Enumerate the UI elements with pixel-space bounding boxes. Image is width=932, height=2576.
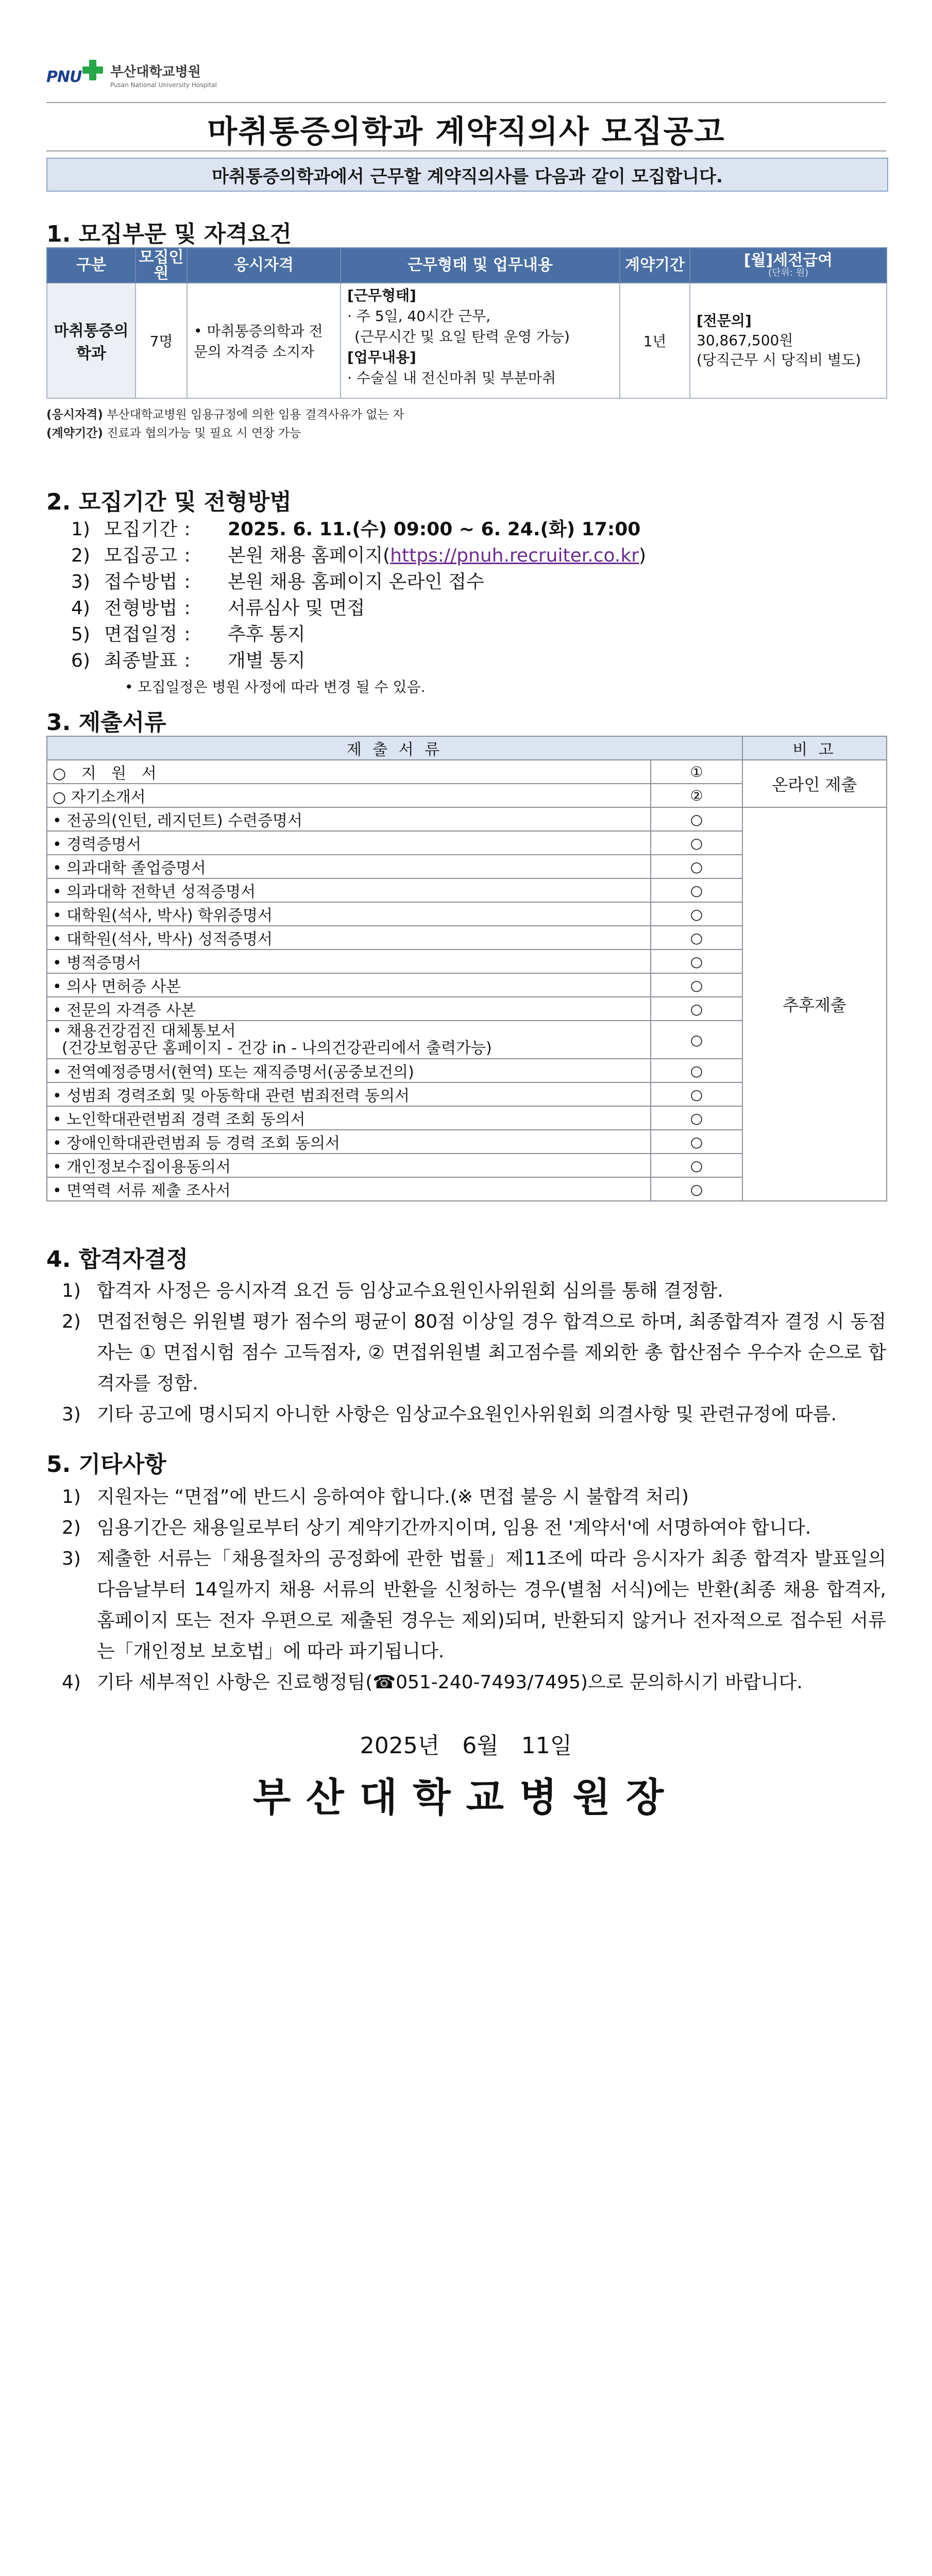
list-item: 1) 모집기간 : 2025. 6. 11.(수) 09:00 ~ 6. 24.(화) 17:00	[71, 519, 641, 540]
col-documents: 제 출 서 류	[47, 736, 742, 760]
col-count: 모집인원	[135, 248, 187, 283]
table-row: • 전역예정증명서(현역) 또는 재직증명서(공중보건의) ○	[47, 1059, 887, 1082]
list-item: 4) 전형방법 : 서류심사 및 면접	[71, 598, 365, 619]
recruit-homepage-link[interactable]: https://pnuh.recruiter.co.kr	[390, 545, 639, 566]
section2-heading: 2. 모집기간 및 전형방법	[46, 489, 292, 515]
col-work: 근무형태 및 업무내용	[341, 248, 620, 283]
title-bottom-rule	[46, 150, 886, 151]
table-row	[47, 283, 887, 398]
table-row: • 의과대학 전학년 성적증명서 ○	[47, 878, 887, 902]
list-item: 2) 임용기간은 채용일로부터 상기 계약기간까지이며, 임용 전 '계약서'에 서명하여야 합니다.	[62, 1517, 811, 1538]
list-item: 4) 기타 세부적인 사항은 진료행정팀(☎051-240-7493/7495)으로 문의하시기 바랍니다.	[62, 1672, 803, 1693]
cell-work: [근무형태] · 주 5일, 40시간 근무, (근무시간 및 요일 탄력 운영 가능) [업무내용] · 수술실 내 전신마취 및 부분마취	[341, 283, 620, 398]
table-row: • 대학원(석사, 박사) 성적증명서 ○	[47, 926, 887, 950]
hospital-logo	[46, 52, 217, 98]
col-qualification: 응시자격	[187, 248, 341, 283]
logo-name-en: Pusan National University Hospital	[110, 81, 217, 89]
list-item: 6) 최종발표 : 개별 통지	[71, 650, 306, 671]
section4-heading: 4. 합격자결정	[46, 1246, 189, 1273]
section1-heading: 1. 모집부문 및 자격요건	[46, 221, 292, 247]
schedule-list	[71, 516, 646, 700]
cell-period: 1년	[620, 283, 690, 398]
pnu-logo-mark	[46, 57, 103, 93]
remark-later: 추후제출	[742, 807, 887, 1201]
cell-salary: [전문의] 30,867,500원 (당직근무 시 당직비 별도)	[690, 283, 887, 398]
list-item: 1) 지원자는 “면접”에 반드시 응하여야 합니다.(※ 면접 불응 시 불합격 처리)	[62, 1486, 689, 1507]
list-item: 5) 면접일정 : 추후 통지	[71, 624, 306, 645]
table-row: ○ 지 원 서 ① 온라인 제출	[47, 760, 887, 784]
title-top-rule	[46, 102, 886, 103]
list-item: 3) 기타 공고에 명시되지 아니한 사항은 임상교수요원인사위원회 의결사항 및 관련규정에 따름.	[62, 1404, 837, 1425]
page-title: 마취통증의학과 계약직의사 모집공고	[207, 114, 725, 150]
col-salary: [월]세전급여 (단위: 원)	[690, 248, 887, 283]
section5-heading: 5. 기타사항	[46, 1451, 166, 1478]
list-item: 3) 제출한 서류는「채용절차의 공정화에 관한 법률」제11조에 따라 응시자가 최종 합격자 발표일의 다음날부터 14일까지 채용 서류의 반환을 신청하는 경우(별첨 서식)에는 반환(최종 채용 합격자, 홈페이지 또는 전자 우편으로 제출된 경우는 제외)되며, 반환되지 않거나 전자적으로 접수된 서류는「개인정보 보호법」에 따라 파기됩니다.	[62, 1548, 886, 1662]
recruitment-table	[46, 247, 887, 399]
table-row: • 노인학대관련범죄 경력 조회 동의서 ○	[47, 1106, 887, 1130]
table-row: • 병적증명서 ○	[47, 950, 887, 973]
table-row: • 의사 면허증 사본 ○	[47, 973, 887, 997]
cell-count: 7명	[135, 283, 187, 398]
table-row: • 의과대학 졸업증명서 ○	[47, 855, 887, 878]
intro-banner: 마취통증의학과에서 근무할 계약직의사를 다음과 같이 모집합니다.	[46, 158, 888, 192]
table-row: • 장애인학대관련범죄 등 경력 조회 동의서 ○	[47, 1130, 887, 1154]
issuer-name: 부산대학교병원장	[252, 1774, 680, 1820]
table-row: • 대학원(석사, 박사) 학위증명서 ○	[47, 902, 887, 926]
remark-online: 온라인 제출	[742, 760, 887, 807]
section3-heading: 3. 제출서류	[46, 709, 166, 736]
table-row: • 개인정보수집이용동의서 ○	[47, 1154, 887, 1177]
table-row: • 경력증명서 ○	[47, 831, 887, 855]
table-row: • 전공의(인턴, 레지던트) 수련증명서 ○ 추후제출	[47, 807, 887, 831]
table-row: ○ 자기소개서 ②	[47, 784, 887, 807]
cell-category: 마취통증의학과	[47, 283, 135, 398]
table-row: • 면역력 서류 제출 조사서 ○	[47, 1177, 887, 1201]
col-period: 계약기간	[620, 248, 690, 283]
list-item: 1) 합격자 사정은 응시자격 요건 등 임상교수요원인사위원회 심의를 통해 결정함.	[62, 1280, 723, 1301]
documents-table	[46, 736, 887, 1201]
table-row: • 전문의 자격증 사본 ○	[47, 997, 887, 1021]
logo-pnu-text: PNU	[46, 68, 82, 86]
misc-list	[62, 1482, 886, 1698]
logo-name-ko: 부산대학교병원	[110, 64, 201, 80]
note-period: (계약기간) 진료과 협의가능 및 필요 시 연장 가능	[46, 427, 301, 440]
note-qualification: (응시자격) 부산대학교병원 임용규정에 의한 임용 결격사유가 없는 자	[46, 408, 404, 421]
table-row: • 채용건강검진 대체통보서 (건강보험공단 홈페이지 - 건강 in - 나의건강관리에서 출력가능) ○	[47, 1021, 887, 1059]
list-item: 2) 모집공고 : 본원 채용 홈페이지( https://pnuh.recruiter.co.kr )	[71, 543, 646, 569]
notice-date: 2025년 6월 11일	[360, 1733, 572, 1759]
col-remark: 비 고	[742, 736, 887, 760]
schedule-note: • 모집일정은 병원 사정에 따라 변경 될 수 있음.	[125, 679, 426, 696]
green-cross-icon	[82, 60, 103, 80]
cell-qualification: • 마취통증의학과 전문의 자격증 소지자	[187, 283, 341, 398]
col-category: 구분	[47, 248, 135, 283]
decision-list	[62, 1276, 886, 1430]
list-item: 2) 면접전형은 위원별 평가 점수의 평균이 80점 이상일 경우 합격으로 하며, 최종합격자 결정 시 동점자는 ① 면접시험 점수 고득점자, ② 면접위원별 최고점수를 제외한 총 합산점수 우수자 순으로 합격자를 정함.	[62, 1311, 886, 1394]
list-item: 3) 접수방법 : 본원 채용 홈페이지 온라인 접수	[71, 571, 484, 592]
table-row: • 성범죄 경력조회 및 아동학대 관련 범죄전력 동의서 ○	[47, 1082, 887, 1106]
